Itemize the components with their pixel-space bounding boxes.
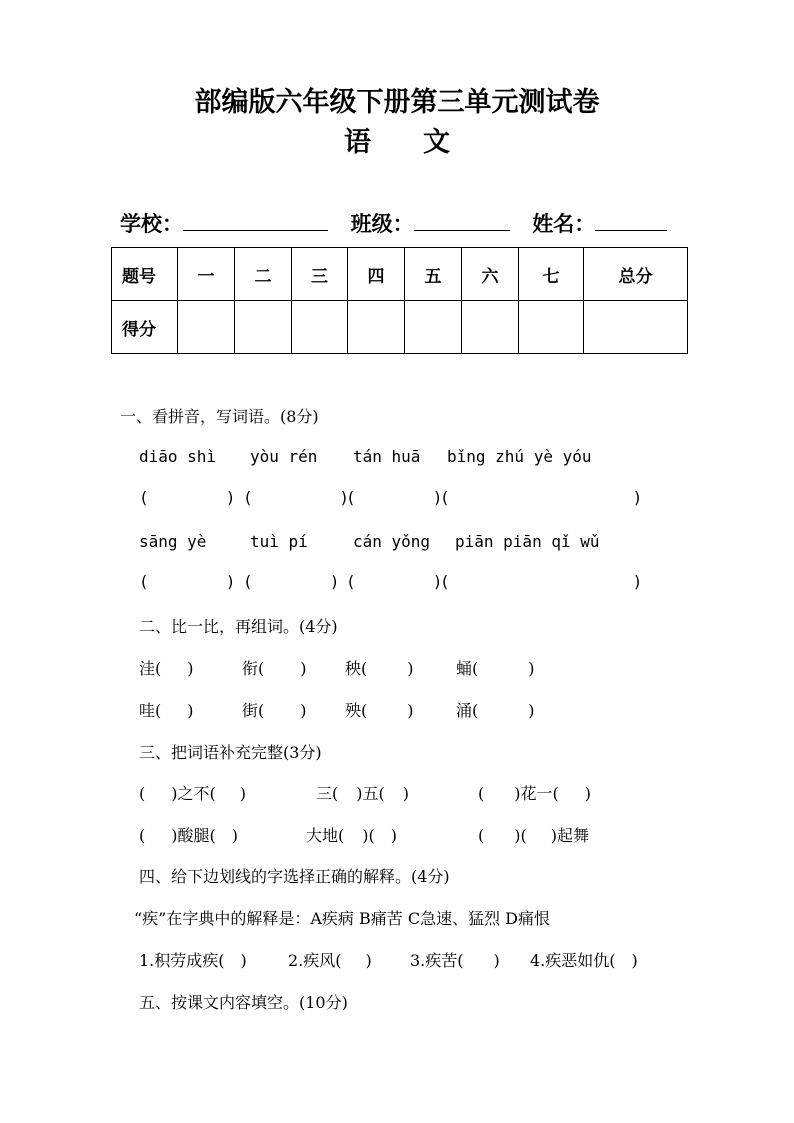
q1-title: 一、看拼音，写词语。(8分) xyxy=(120,407,319,426)
q4-description: “疾”在字典中的解释是：A疾病 B痛苦 C急速、猛烈 D痛恨 xyxy=(134,909,551,928)
page-title: 部编版六年级下册第三单元测试卷 xyxy=(194,87,600,118)
pinyin: sāng yè xyxy=(139,532,207,551)
answer-bracket[interactable]: ( ) xyxy=(243,488,349,507)
score-cell[interactable] xyxy=(235,301,292,354)
q4-title: 四、给下边划线的字选择正确的解释。(4分) xyxy=(139,867,450,886)
row-label: 得分 xyxy=(112,301,178,354)
pinyin: yòu rén xyxy=(250,447,318,466)
q2-item[interactable]: 涌( ) xyxy=(456,701,535,720)
q2-item[interactable]: 哇( ) xyxy=(139,701,194,720)
q4-item[interactable]: 2.疾风( ) xyxy=(288,951,372,970)
column-header: 总分 xyxy=(584,248,688,301)
pinyin: tuì pí xyxy=(250,532,308,551)
q2-item[interactable]: 洼( ) xyxy=(139,659,194,678)
q3-title: 三、把词语补充完整(3分) xyxy=(139,743,322,762)
pinyin: diāo shì xyxy=(139,447,217,466)
pinyin: tán huā xyxy=(353,447,421,466)
answer-bracket[interactable]: ( ) xyxy=(346,572,443,591)
score-cell[interactable] xyxy=(348,301,405,354)
column-header: 三 xyxy=(292,248,348,301)
name-label: 姓名： xyxy=(532,211,596,236)
q3-item[interactable]: ( )( )起舞 xyxy=(478,826,589,845)
answer-bracket[interactable]: ( ) xyxy=(139,488,236,507)
answer-bracket[interactable]: ( ) xyxy=(346,488,443,507)
column-header: 一 xyxy=(178,248,235,301)
score-header-row xyxy=(112,248,688,301)
q4-item[interactable]: 1.积劳成疾( ) xyxy=(139,951,247,970)
school-blank[interactable] xyxy=(183,208,328,231)
pinyin: bǐng zhú yè yóu xyxy=(447,447,592,466)
score-cell[interactable] xyxy=(462,301,519,354)
score-cell[interactable] xyxy=(178,301,235,354)
score-cell[interactable] xyxy=(519,301,584,354)
q3-item[interactable]: 三( )五( ) xyxy=(316,784,409,803)
score-cell[interactable] xyxy=(584,301,688,354)
column-header: 六 xyxy=(462,248,519,301)
q3-item[interactable]: 大地( )( ) xyxy=(306,826,397,845)
score-value-row xyxy=(112,301,688,354)
score-cell[interactable] xyxy=(292,301,348,354)
q4-item[interactable]: 4.疾恶如仇( ) xyxy=(530,951,638,970)
school-label: 学校： xyxy=(120,211,183,236)
pinyin: piān piān qǐ wǔ xyxy=(455,532,600,551)
column-header: 五 xyxy=(405,248,462,301)
column-header: 七 xyxy=(519,248,584,301)
answer-bracket[interactable]: ( ) xyxy=(440,572,643,591)
score-table xyxy=(111,247,688,354)
subject-title xyxy=(0,120,794,159)
pinyin: cán yǒng xyxy=(353,532,431,551)
subject-char: 文 xyxy=(423,127,450,158)
score-cell[interactable] xyxy=(405,301,462,354)
q4-item[interactable]: 3.疾苦( ) xyxy=(410,951,500,970)
column-header: 四 xyxy=(348,248,405,301)
q3-item[interactable]: ( )之不( ) xyxy=(139,784,246,803)
name-blank[interactable] xyxy=(595,208,667,231)
q5-title: 五、按课文内容填空。(10分) xyxy=(139,993,348,1012)
student-info xyxy=(120,208,667,238)
q3-item[interactable]: ( )酸腿( ) xyxy=(139,826,238,845)
class-blank[interactable] xyxy=(414,208,510,231)
column-header: 二 xyxy=(235,248,292,301)
class-label: 班级： xyxy=(350,211,414,236)
q3-item[interactable]: ( )花一( ) xyxy=(478,784,591,803)
answer-bracket[interactable]: ( ) xyxy=(139,572,236,591)
subject-char: 语 xyxy=(344,127,371,158)
q2-item[interactable]: 秧( ) xyxy=(345,659,414,678)
answer-bracket[interactable]: ( ) xyxy=(440,488,643,507)
q2-item[interactable]: 蛹( ) xyxy=(456,659,535,678)
q2-title: 二、比一比，再组词。(4分) xyxy=(139,617,338,636)
q2-item[interactable]: 殃( ) xyxy=(345,701,414,720)
header-label: 题号 xyxy=(112,248,178,301)
q2-item[interactable]: 街( ) xyxy=(242,701,307,720)
answer-bracket[interactable]: ( ) xyxy=(243,572,340,591)
q2-item[interactable]: 衔( ) xyxy=(242,659,307,678)
